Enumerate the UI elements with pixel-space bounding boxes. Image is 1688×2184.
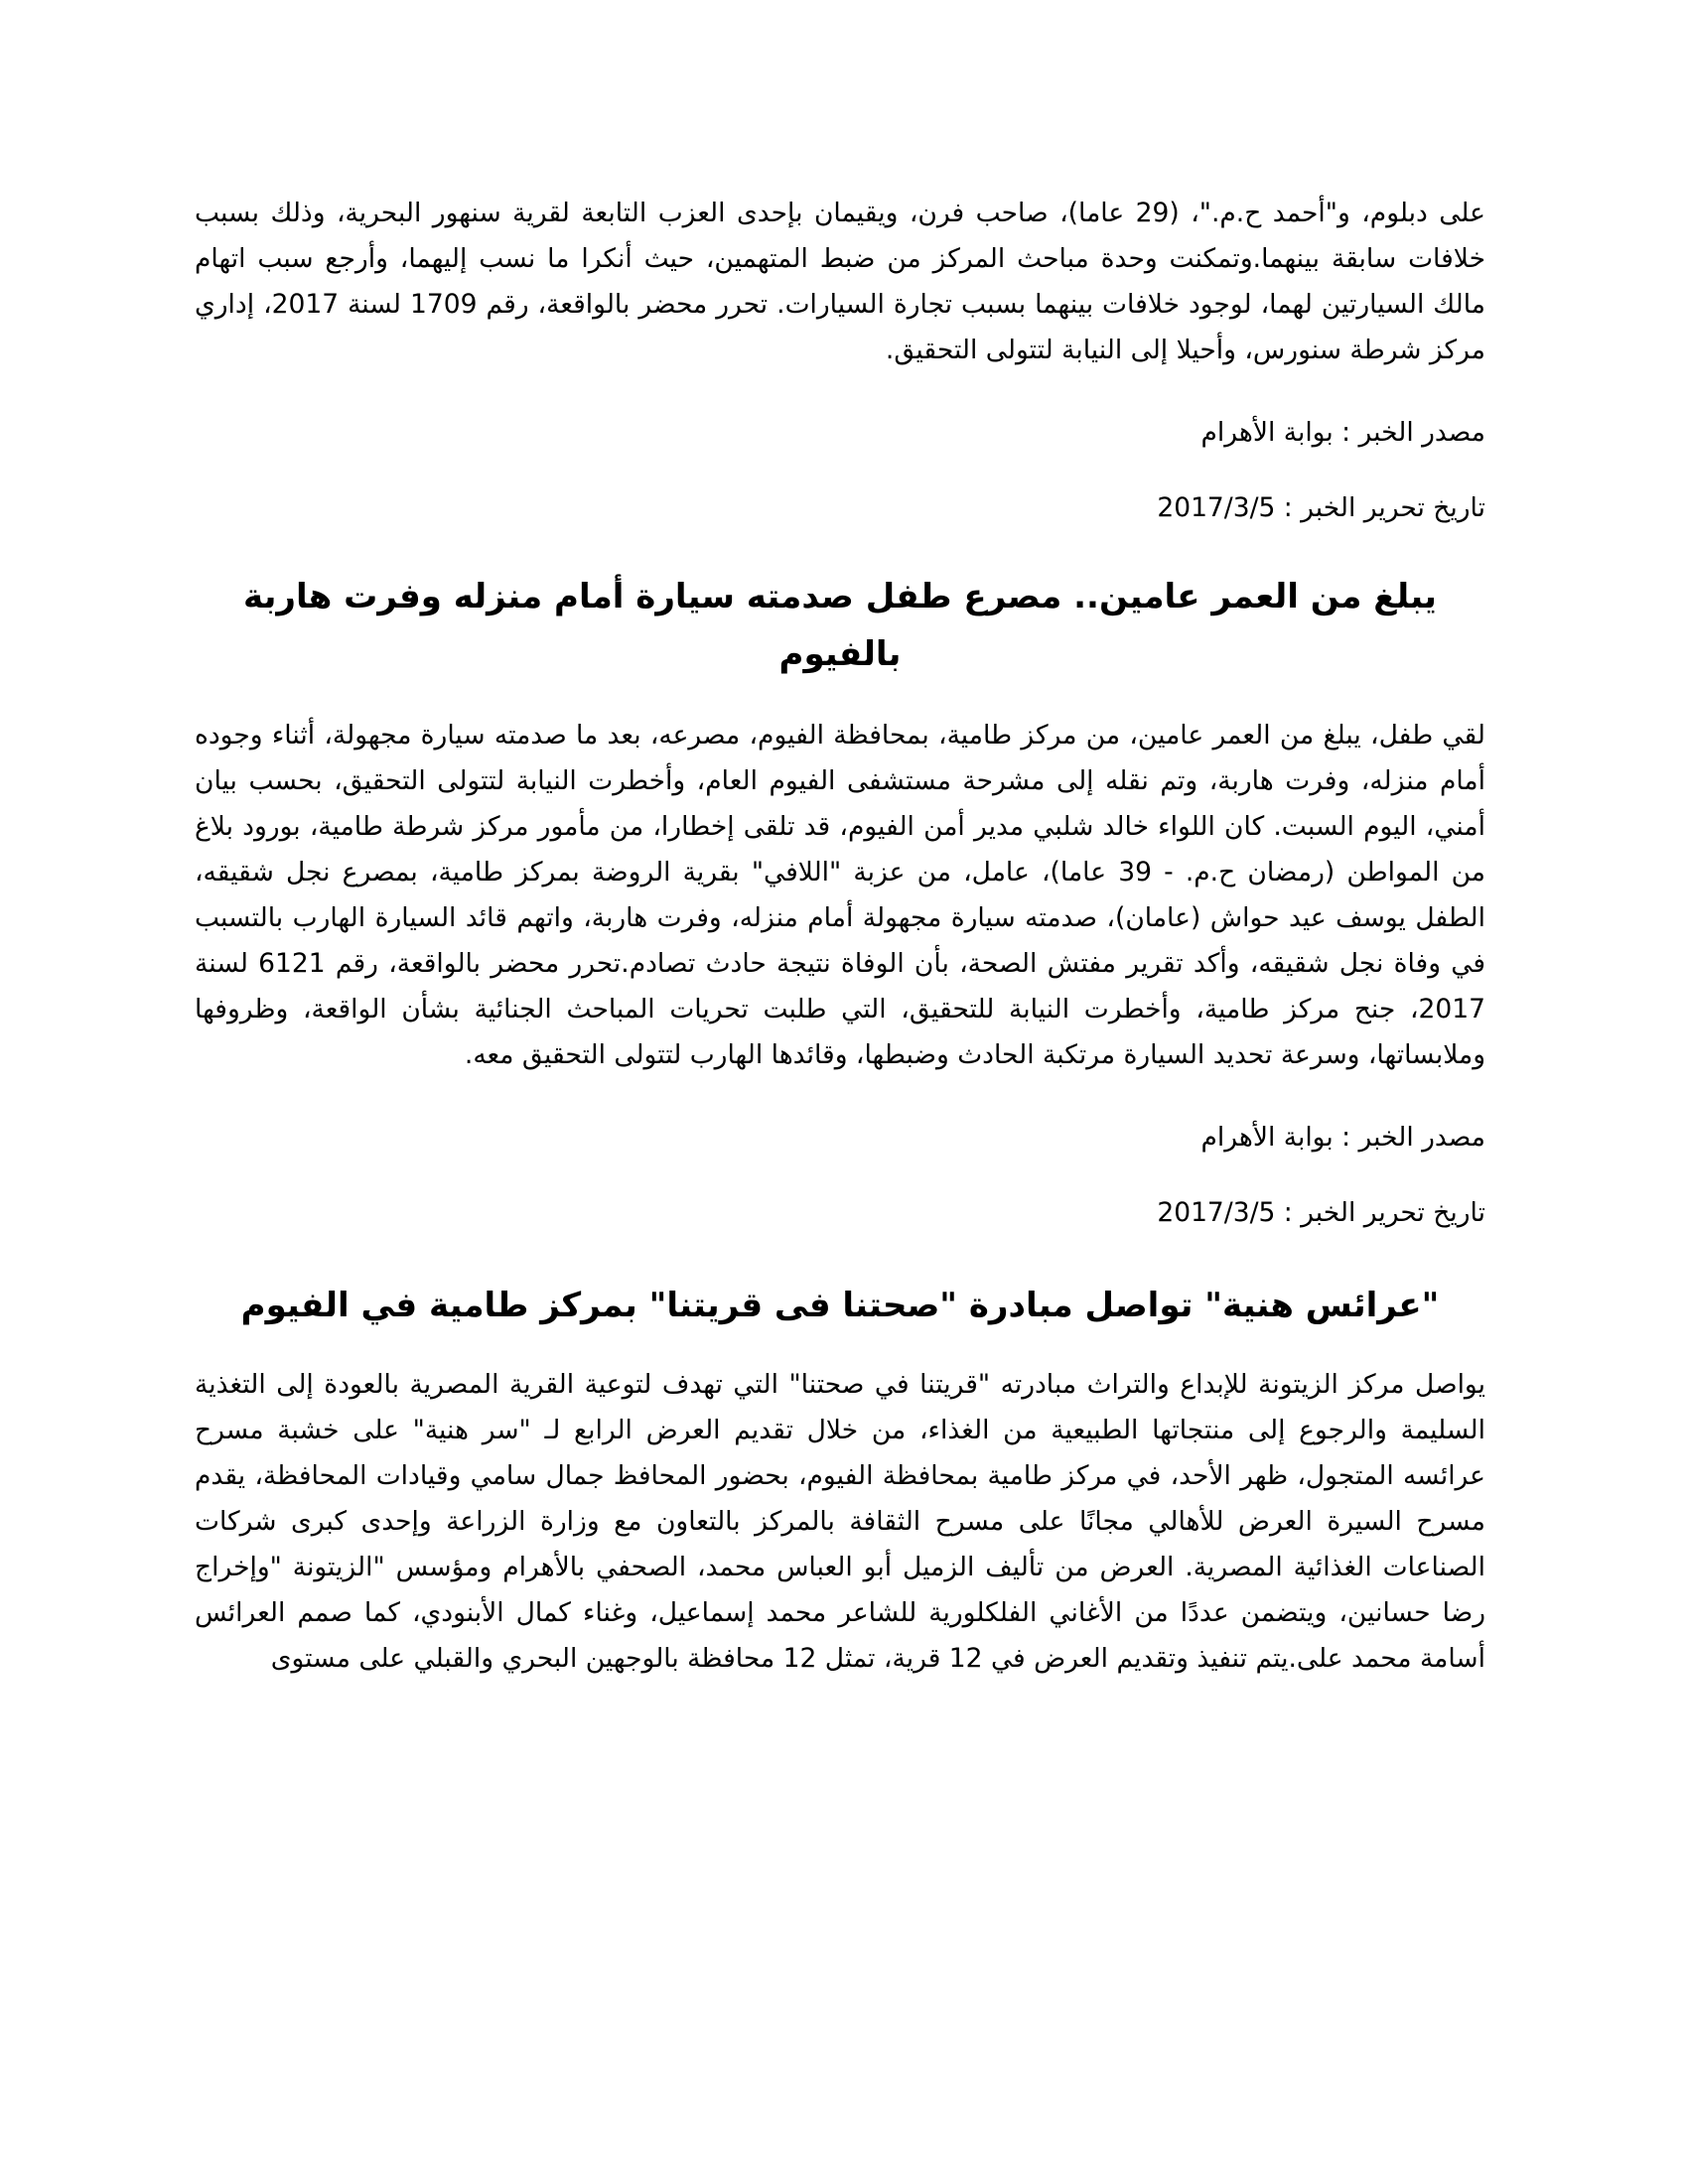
article-2-date: تاريخ تحرير الخبر : 2017/3/5 [1157,1197,1485,1228]
article-2-headline: يبلغ من العمر عامين.. مصرع طفل صدمته سيارة أمام منزله وفرت هاربة بالفيوم [243,577,1437,674]
document-page [195,191,1485,1682]
article-3-body: يواصل مركز الزيتونة للإبداع والتراث مبادرته "قريتنا في صحتنا" التي تهدف لتوعية القرية المصرية بالعودة إلى التغذية السليمة والرجوع إلى منتجاتها الطبيعية من الغذاء، من خلال تقديم العرض الرابع لـ "سر هنية" على خشبة مسرح عرائسه المتجول، ظهر الأحد، في مركز طامية بمحافظة الفيوم، بحضور المحافظ جمال سامي وقيادات المحافظة، يقدم مسرح السيرة العرض للأهالي مجانًا على مسرح الثقافة بالمركز بالتعاون مع وزارة الزراعة وإحدى كبرى شركات الصناعات الغذائية المصرية. العرض من تأليف الزميل أبو العباس محمد، الصحفي بالأهرام ومؤسس "الزيتونة "وإخراج رضا حسانين، ويتضمن عددًا من الأغاني الفلكلورية للشاعر محمد إسماعيل، وغناء كمال الأبنودي، كما صمم العرائس أسامة محمد على.يتم تنفيذ وتقديم العرض في 12 قرية، تمثل 12 محافظة بالوجهين البحري والقبلي على مستوى [195,1369,1485,1674]
article-2-body: لقي طفل، يبلغ من العمر عامين، من مركز طامية، بمحافظة الفيوم، مصرعه، بعد ما صدمته سيارة مجهولة، أثناء وجوده أمام منزله، وفرت هاربة، وتم نقله إلى مشرحة مستشفى الفيوم العام، وأخطرت النيابة لتتولى التحقيق، بحسب بيان أمني، اليوم السبت. كان اللواء خالد شلبي مدير أمن الفيوم، قد تلقى إخطارا، من مأمور مركز شرطة طامية، بورود بلاغ من المواطن (رمضان ح.م. - 39 عاما)، عامل، من عزبة "اللافي" بقرية الروضة بمركز طامية، بمصرع نجل شقيقه، الطفل يوسف عيد حواش (عامان)، صدمته سيارة مجهولة أمام منزله، وفرت هاربة، واتهم قائد السيارة الهارب بالتسبب في وفاة نجل شقيقه، وأكد تقرير مفتش الصحة، بأن الوفاة نتيجة حادث تصادم.تحرر محضر بالواقعة، رقم 6121 لسنة 2017، جنح مركز طامية، وأخطرت النيابة للتحقيق، التي طلبت تحريات المباحث الجنائية بشأن الواقعة، وظروفها وملابساتها، وسرعة تحديد السيارة مرتكبة الحادث وضبطها، وقائدها الهارب لتتولى التحقيق معه. [195,720,1486,1070]
article-2-source: مصدر الخبر : بوابة الأهرام [1200,1122,1485,1153]
article-3-headline: "عرائس هنية" تواصل مبادرة "صحتنا فى قريتنا" بمركز طامية في الفيوم [240,1286,1440,1325]
article-1-source: مصدر الخبر : بوابة الأهرام [1200,417,1485,448]
article-1-date: تاريخ تحرير الخبر : 2017/3/5 [1157,492,1485,523]
article-1-body: على دبلوم، و"أحمد ح.م."، (29 عاما)، صاحب فرن، ويقيمان بإحدى العزب التابعة لقرية سنهور البحرية، وذلك بسبب خلافات سابقة بينهما.وتمكنت وحدة مباحث المركز من ضبط المتهمين، حيث أنكرا ما نسب إليهما، وأرجع سبب اتهام مالك السيارتين لهما، لوجود خلافات بينهما بسبب تجارة السيارات. تحرر محضر بالواقعة، رقم 1709 لسنة 2017، إداري مركز شرطة سنورس، وأحيلا إلى النيابة لتتولى التحقيق. [195,198,1485,365]
